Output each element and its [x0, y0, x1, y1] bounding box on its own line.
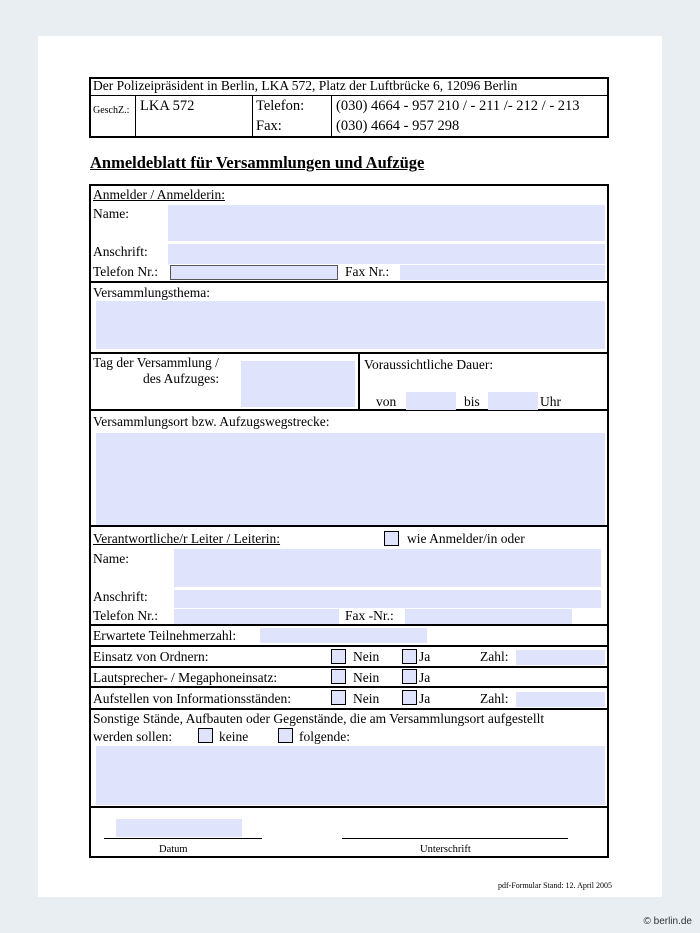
- fax-label: Fax:: [256, 118, 282, 134]
- stands-count-field[interactable]: [516, 692, 605, 707]
- to-label: bis: [464, 394, 480, 409]
- header-divider: [90, 95, 608, 96]
- leader-address-label: Anschrift:: [93, 589, 148, 604]
- time-to-field[interactable]: [488, 392, 538, 410]
- form-version-note: pdf-Formular Stand: 12. April 2005: [498, 881, 612, 890]
- applicant-name-field[interactable]: [168, 205, 605, 241]
- signature-label: Unterschrift: [420, 844, 471, 855]
- telefon-label: Telefon:: [256, 98, 305, 114]
- from-label: von: [376, 394, 397, 409]
- applicant-phone-label: Telefon Nr.:: [93, 264, 159, 279]
- applicant-address-field[interactable]: [168, 244, 605, 264]
- leader-phone-label: Telefon Nr.:: [93, 608, 159, 623]
- stewards-yes-label: Ja: [419, 649, 431, 664]
- time-unit-label: Uhr: [540, 394, 561, 409]
- geschz-value: LKA 572: [140, 98, 195, 114]
- other-following-label: folgende:: [299, 729, 350, 744]
- stands-no-label: Nein: [353, 691, 380, 706]
- other-label-line2: werden sollen:: [93, 729, 173, 744]
- leader-fax-label: Fax -Nr.:: [345, 608, 394, 623]
- source-credit: © berlin.de: [643, 916, 692, 927]
- stands-yes-checkbox[interactable]: [402, 690, 417, 705]
- leader-name-label: Name:: [93, 551, 129, 566]
- form-page: [38, 36, 662, 897]
- other-label-line1: Sonstige Stände, Aufbauten oder Gegenstände, die am Versammlungsort aufgestellt: [93, 711, 545, 726]
- time-from-field[interactable]: [406, 392, 456, 410]
- form-title: Anmeldeblatt für Versammlungen und Aufzüge: [90, 153, 425, 172]
- leader-address-field[interactable]: [174, 590, 601, 608]
- leader-fax-field[interactable]: [405, 609, 572, 624]
- section-divider: [89, 525, 609, 527]
- duration-label: Voraussichtliche Dauer:: [364, 357, 494, 372]
- header-col-divider: [252, 95, 253, 137]
- section-divider: [89, 666, 609, 668]
- topic-label: Versammlungsthema:: [93, 285, 210, 300]
- location-field[interactable]: [96, 433, 605, 525]
- stewards-no-label: Nein: [353, 649, 380, 664]
- date-label-line2: des Aufzuges:: [143, 371, 220, 386]
- section-divider: [89, 645, 609, 647]
- stewards-yes-checkbox[interactable]: [402, 649, 417, 664]
- date-signed-field[interactable]: [116, 819, 242, 837]
- applicant-address-label: Anschrift:: [93, 244, 148, 259]
- leader-name-field[interactable]: [174, 549, 601, 587]
- section-divider: [89, 352, 609, 354]
- header-col-divider: [331, 95, 332, 137]
- speakers-no-label: Nein: [353, 670, 380, 685]
- topic-field[interactable]: [96, 301, 605, 349]
- participants-field[interactable]: [260, 628, 427, 643]
- applicant-fax-field[interactable]: [400, 265, 605, 280]
- same-as-applicant-checkbox[interactable]: [384, 531, 399, 546]
- header-col-divider: [135, 95, 136, 137]
- applicant-phone-field[interactable]: [170, 265, 338, 280]
- date-row-divider: [358, 352, 360, 410]
- leader-phone-field[interactable]: [174, 609, 339, 624]
- stewards-count-label: Zahl:: [480, 649, 509, 664]
- telefon-value: (030) 4664 - 957 210 / - 211 /- 212 / - 213: [336, 98, 580, 114]
- stands-yes-label: Ja: [419, 691, 431, 706]
- speakers-label: Lautsprecher- / Megaphoneinsatz:: [93, 670, 278, 685]
- geschz-label: GeschZ.:: [93, 105, 130, 116]
- other-items-field[interactable]: [96, 746, 605, 805]
- stands-count-label: Zahl:: [480, 691, 509, 706]
- stewards-label: Einsatz von Ordnern:: [93, 649, 209, 664]
- date-signature-line: [104, 838, 262, 839]
- applicant-section-label: Anmelder / Anmelderin:: [93, 187, 225, 202]
- section-divider: [89, 281, 609, 283]
- date-signed-label: Datum: [159, 844, 188, 855]
- stewards-no-checkbox[interactable]: [331, 649, 346, 664]
- section-divider: [89, 708, 609, 710]
- speakers-no-checkbox[interactable]: [331, 669, 346, 684]
- speakers-yes-checkbox[interactable]: [402, 669, 417, 684]
- other-following-checkbox[interactable]: [278, 728, 293, 743]
- stands-label: Aufstellen von Informationsständen:: [93, 691, 291, 706]
- other-none-checkbox[interactable]: [198, 728, 213, 743]
- location-label: Versammlungsort bzw. Aufzugswegstrecke:: [93, 414, 330, 429]
- stewards-count-field[interactable]: [516, 650, 605, 665]
- authority-address: Der Polizeipräsident in Berlin, LKA 572, Platz der Luftbrücke 6, 12096 Berlin: [93, 78, 518, 93]
- section-divider: [89, 686, 609, 688]
- fax-value: (030) 4664 - 957 298: [336, 118, 460, 134]
- date-label-line1: Tag der Versammlung /: [93, 355, 219, 370]
- section-divider: [89, 624, 609, 626]
- leader-section-label: Verantwortliche/r Leiter / Leiterin:: [93, 531, 281, 546]
- participants-label: Erwartete Teilnehmerzahl:: [93, 628, 237, 643]
- applicant-name-label: Name:: [93, 206, 129, 221]
- stands-no-checkbox[interactable]: [331, 690, 346, 705]
- speakers-yes-label: Ja: [419, 670, 431, 685]
- section-divider: [89, 806, 609, 808]
- applicant-fax-label: Fax Nr.:: [345, 264, 390, 279]
- signature-line: [342, 838, 568, 839]
- same-as-applicant-label: wie Anmelder/in oder: [407, 531, 525, 546]
- other-none-label: keine: [219, 729, 249, 744]
- date-field[interactable]: [241, 361, 355, 407]
